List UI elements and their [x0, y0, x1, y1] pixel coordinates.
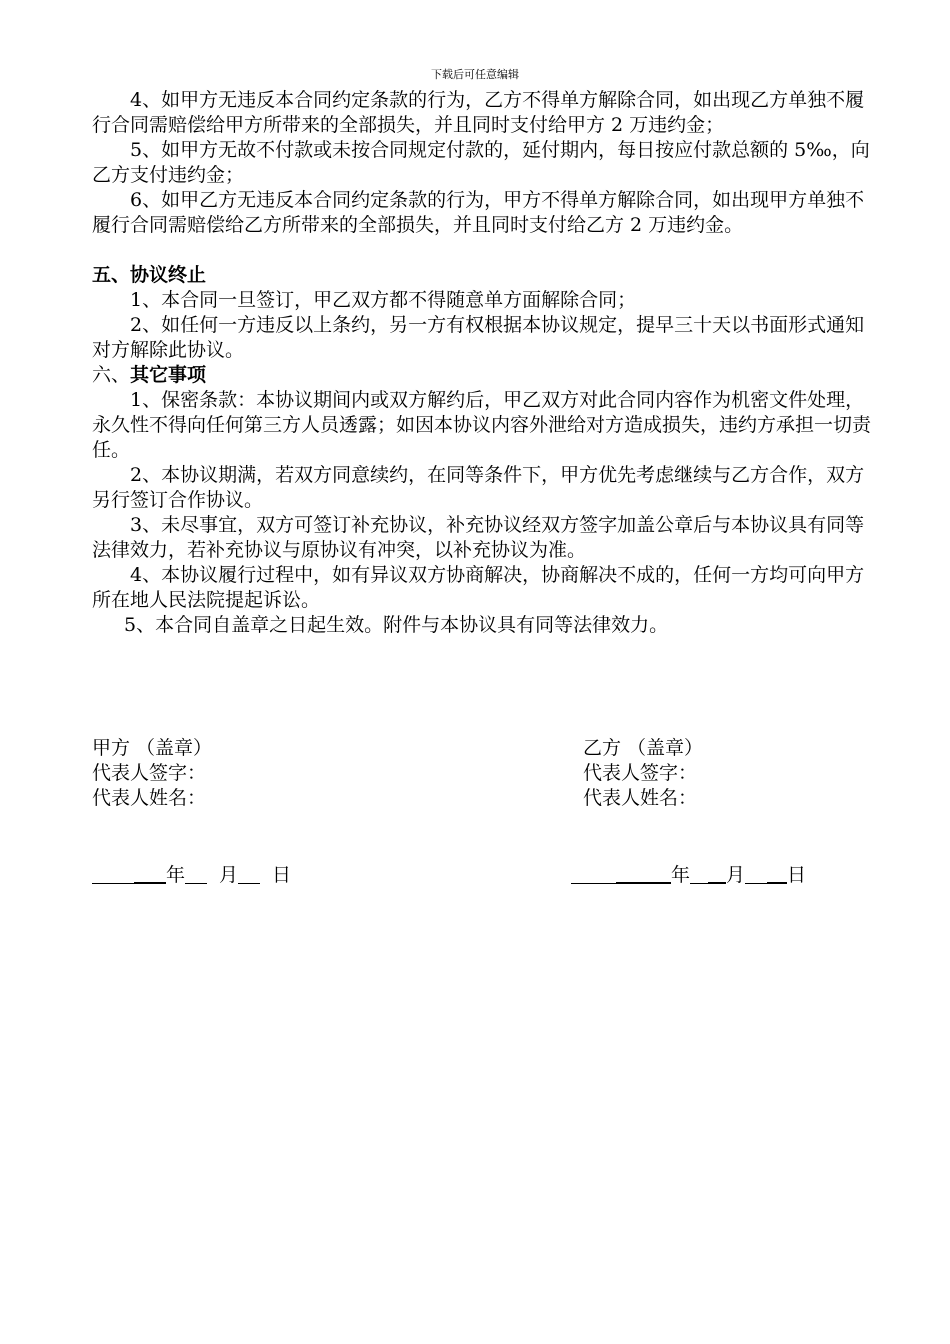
party-a-signature-block — [92, 736, 212, 811]
party-b-name-label: 代表人姓名： — [583, 787, 698, 809]
section-6-number: 六、 — [92, 364, 131, 386]
page-header: 下载后可任意编辑 — [431, 68, 519, 81]
clause-5-2: 2、如任何一方违反以上条约，另一方有权根据本协议规定，提早三十天以书面形式通知对方解除此协议。 — [92, 314, 865, 361]
year-blank-thick — [616, 862, 671, 884]
section-5-title: 五、协议终止 — [92, 264, 207, 286]
spacer — [92, 238, 872, 263]
party-a-title: 甲方 （盖章） — [92, 737, 213, 759]
clause-6-1: 1、保密条款：本协议期间内或双方解约后，甲乙双方对此合同内容作为机密文件处理，永久性不得向任何第三方人员透露；如因本协议内容外泄给对方造成损失，违约方承担一切责任。 — [92, 389, 872, 461]
section-6-title — [92, 363, 872, 388]
month-blank — [185, 863, 207, 884]
clause-4-4: 4、如甲方无违反本合同约定条款的行为，乙方不得单方解除合同，如出现乙方单独不履行合同需赔偿给甲方所带来的全部损失，并且同时支付给甲方 2 万违约金； — [92, 89, 865, 136]
day-label: 日 — [272, 864, 292, 886]
clause-4-6: 6、如甲乙方无违反本合同约定条款的行为，甲方不得单方解除合同，如出现甲方单独不履行合同需赔偿给乙方所带来的全部损失，并且同时支付给乙方 2 万违约金。 — [92, 189, 865, 236]
party-b-title: 乙方 （盖章） — [583, 737, 704, 759]
clause-6-2: 2、本协议期满，若双方同意续约，在同等条件下，甲方优先考虑继续与乙方合作，双方另行签订合作协议。 — [92, 464, 865, 511]
section-6-label: 其它事项 — [130, 364, 207, 386]
clause-4-5: 5、如甲方无故不付款或未按合同规定付款的，延付期内，每日按应付款总额的 5‰，向乙方支付违约金； — [92, 139, 870, 186]
party-a-date-line — [92, 860, 291, 887]
clause-6-3: 3、未尽事宜，双方可签订补充协议，补充协议经双方签字加盖公章后与本协议具有同等法律效力，若补充协议与原协议有冲突，以补充协议为准。 — [92, 514, 865, 561]
day-blank-thick — [767, 862, 787, 884]
day-blank-thin — [745, 863, 767, 884]
year-blank-thin — [571, 863, 616, 884]
month-blank-thin — [690, 863, 708, 884]
party-a-name-label: 代表人姓名： — [92, 787, 207, 809]
clause-6-5: 5、本合同自盖章之日起生效。附件与本协议具有同等法律效力。 — [124, 614, 669, 636]
party-b-date-line — [571, 860, 806, 887]
party-a-sign-label: 代表人签字： — [92, 762, 207, 784]
year-blank-thick — [134, 862, 166, 884]
year-label: 年 — [671, 864, 691, 886]
clause-6-4: 4、本协议履行过程中，如有异议双方协商解决，协商解决不成的，任何一方均可向甲方所在地人民法院提起诉讼。 — [92, 564, 865, 611]
month-label: 月 — [726, 864, 746, 886]
day-blank — [238, 863, 260, 884]
clause-5-1: 1、本合同一旦签订，甲乙双方都不得随意单方面解除合同； — [130, 289, 637, 311]
day-label: 日 — [787, 864, 807, 886]
document-body — [92, 88, 872, 638]
month-label: 月 — [219, 864, 239, 886]
party-b-sign-label: 代表人签字： — [583, 762, 698, 784]
month-blank-thick — [708, 862, 726, 884]
year-label: 年 — [166, 864, 186, 886]
year-blank-thin — [92, 863, 134, 884]
party-b-signature-block — [583, 736, 703, 811]
